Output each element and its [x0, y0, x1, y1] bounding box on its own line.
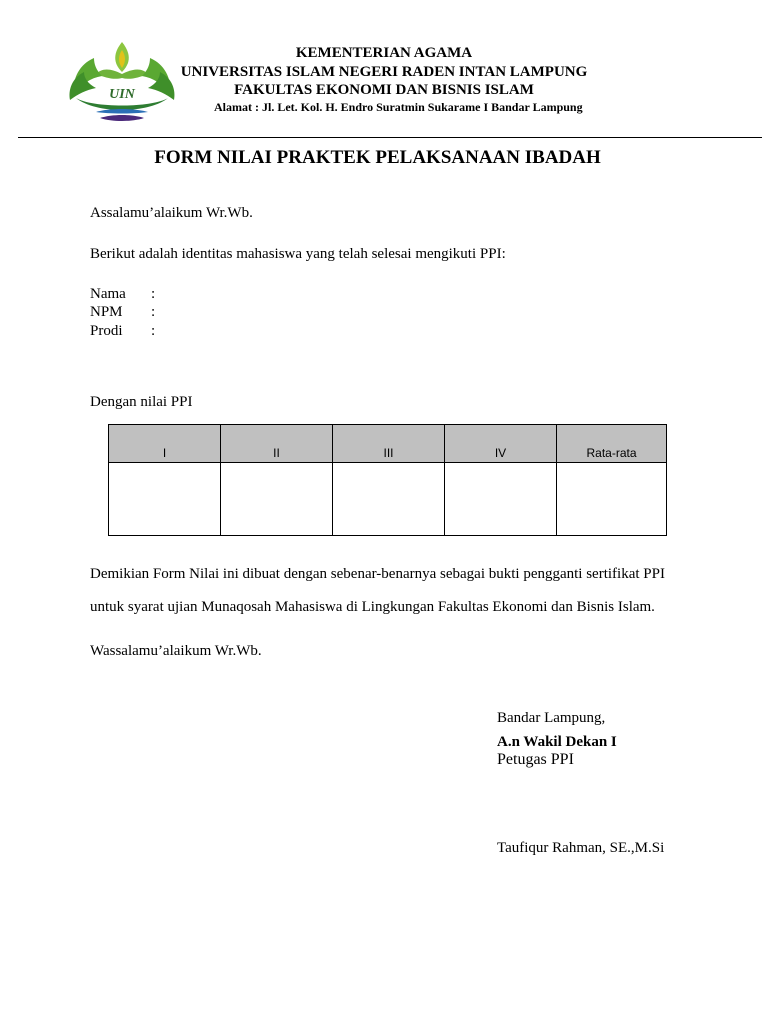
- header-faculty: FAKULTAS EKONOMI DAN BISNIS ISLAM: [234, 82, 534, 98]
- field-sep-nama: :: [151, 286, 156, 302]
- table-header-row: [109, 425, 667, 463]
- grade-table: [108, 424, 667, 536]
- header-address: Alamat : Jl. Let. Kol. H. Endro Suratmin Sukarame I Bandar Lampung: [214, 100, 583, 114]
- grade-cell: [333, 463, 445, 536]
- grade-cell: [221, 463, 333, 536]
- signature-name: Taufiqur Rahman, SE.,M.Si: [497, 840, 665, 856]
- farewell: Wassalamu’alaikum Wr.Wb.: [90, 643, 262, 659]
- closing-line-1: Demikian Form Nilai ini dibuat dengan sebenar-benarnya sebagai bukti pengganti sertifikat PPI: [90, 566, 665, 582]
- grade-cell: [445, 463, 557, 536]
- signature-place: Bandar Lampung,: [497, 710, 606, 726]
- table-header-cell: Rata-rata: [557, 425, 667, 463]
- form-title: FORM NILAI PRAKTEK PELAKSANAAN IBADAH: [154, 147, 601, 168]
- signature-role: A.n Wakil Dekan I: [497, 734, 617, 750]
- signature-position: Petugas PPI: [497, 751, 574, 768]
- closing-line-2: untuk syarat ujian Munaqosah Mahasiswa di Lingkungan Fakultas Ekonomi dan Bisnis Islam.: [90, 599, 655, 615]
- field-sep-npm: :: [151, 304, 156, 320]
- field-label-npm: NPM: [90, 304, 123, 320]
- greeting: Assalamu’alaikum Wr.Wb.: [90, 205, 253, 221]
- intro-text: Berikut adalah identitas mahasiswa yang telah selesai mengikuti PPI:: [90, 246, 506, 262]
- logo-text: UIN: [109, 87, 135, 102]
- table-row: [109, 463, 667, 536]
- header-university: UNIVERSITAS ISLAM NEGERI RADEN INTAN LAMPUNG: [180, 64, 588, 80]
- header-divider: [18, 137, 762, 138]
- table-header-cell: III: [333, 425, 445, 463]
- table-header-cell: II: [221, 425, 333, 463]
- grade-intro: Dengan nilai PPI: [90, 394, 193, 410]
- field-sep-prodi: :: [151, 323, 156, 339]
- field-label-prodi: Prodi: [90, 323, 123, 339]
- grade-cell: [557, 463, 667, 536]
- field-label-nama: Nama: [90, 286, 126, 302]
- header-ministry: KEMENTERIAN AGAMA: [295, 45, 473, 61]
- table-header-cell: I: [109, 425, 221, 463]
- grade-cell: [109, 463, 221, 536]
- table-header-cell: IV: [445, 425, 557, 463]
